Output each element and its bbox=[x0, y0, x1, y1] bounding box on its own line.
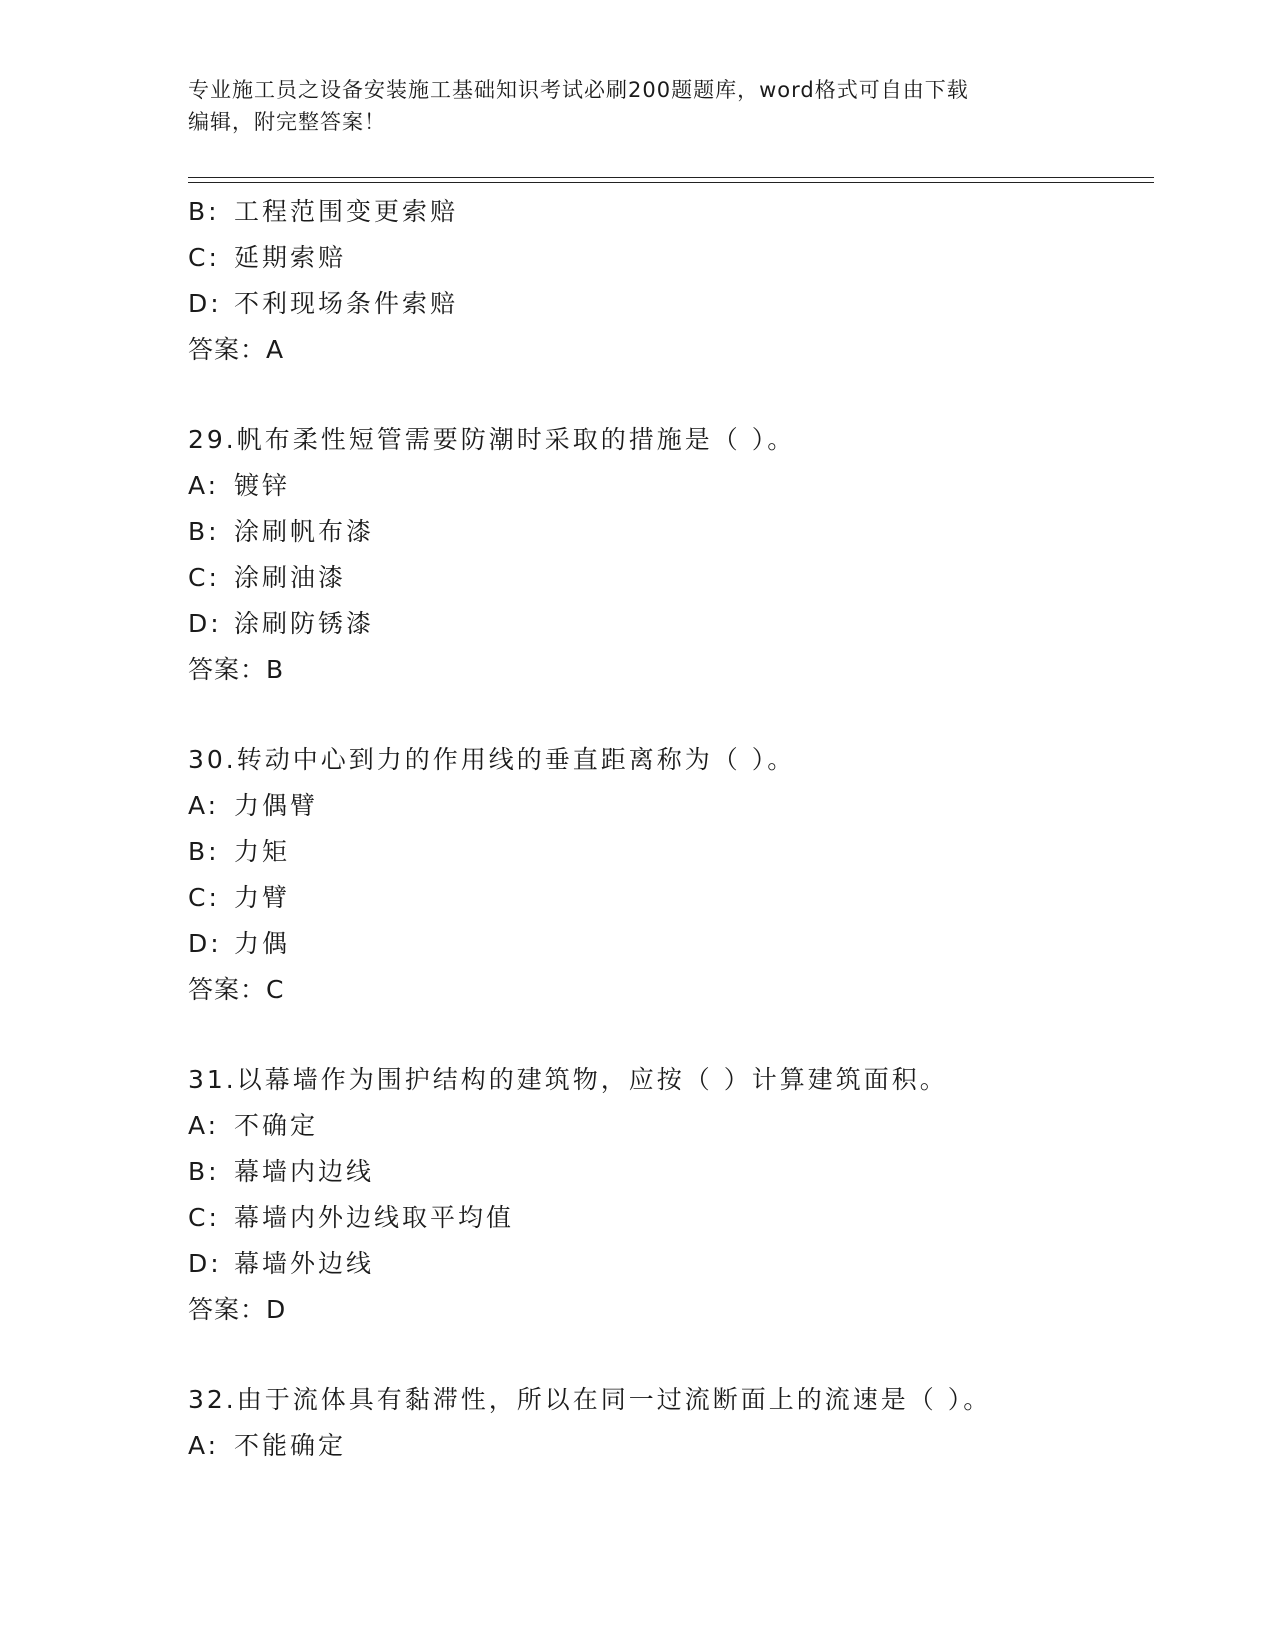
option-letter: A: bbox=[188, 1111, 220, 1140]
document-header bbox=[188, 74, 1068, 138]
option-text: 不确定 bbox=[234, 1111, 319, 1140]
option-text: 幕墙外边线 bbox=[234, 1249, 375, 1278]
question-list bbox=[188, 189, 1154, 1469]
option-letter: A: bbox=[188, 791, 220, 820]
question-stem: 31.以幕墙作为围护结构的建筑物，应按（ ）计算建筑面积。 bbox=[188, 1065, 948, 1094]
question-32 bbox=[188, 1377, 1154, 1469]
option-letter: B: bbox=[188, 1157, 220, 1186]
option-letter: B: bbox=[188, 837, 220, 866]
option-text: 力矩 bbox=[234, 837, 291, 866]
question-30 bbox=[188, 737, 1154, 1013]
option-d bbox=[188, 601, 1154, 647]
answer-line: 答案：A bbox=[188, 335, 285, 364]
option-c bbox=[188, 555, 1154, 601]
header-line-1: 专业施工员之设备安装施工基础知识考试必刷200题题库，word格式可自由下载 bbox=[188, 78, 969, 102]
option-c bbox=[188, 1195, 1154, 1241]
option-letter: C: bbox=[188, 563, 220, 592]
option-text: 幕墙内边线 bbox=[234, 1157, 375, 1186]
option-text: 工程范围变更索赔 bbox=[234, 197, 459, 226]
option-text: 镀锌 bbox=[234, 471, 291, 500]
option-letter: B: bbox=[188, 197, 220, 226]
question-31 bbox=[188, 1057, 1154, 1333]
answer-line: 答案：D bbox=[188, 1295, 287, 1324]
option-letter: D: bbox=[188, 929, 222, 958]
option-text: 不利现场条件索赔 bbox=[234, 289, 459, 318]
option-a bbox=[188, 1423, 1154, 1469]
option-d bbox=[188, 921, 1154, 967]
question-28-continued bbox=[188, 189, 1154, 373]
option-text: 幕墙内外边线取平均值 bbox=[234, 1203, 515, 1232]
option-letter: B: bbox=[188, 517, 220, 546]
option-b bbox=[188, 829, 1154, 875]
option-letter: A: bbox=[188, 1431, 220, 1460]
option-letter: D: bbox=[188, 289, 222, 318]
option-text: 力偶 bbox=[234, 929, 291, 958]
question-stem: 30.转动中心到力的作用线的垂直距离称为（ ）。 bbox=[188, 745, 796, 774]
option-d bbox=[188, 281, 1154, 327]
question-29 bbox=[188, 417, 1154, 693]
header-divider-bottom bbox=[188, 182, 1154, 183]
option-a bbox=[188, 783, 1154, 829]
option-letter: A: bbox=[188, 471, 220, 500]
answer-line: 答案：B bbox=[188, 655, 285, 684]
option-c bbox=[188, 235, 1154, 281]
option-a bbox=[188, 1103, 1154, 1149]
option-letter: D: bbox=[188, 609, 222, 638]
option-text: 力臂 bbox=[234, 883, 291, 912]
question-stem: 32.由于流体具有黏滞性，所以在同一过流断面上的流速是（ ）。 bbox=[188, 1385, 992, 1414]
option-c bbox=[188, 875, 1154, 921]
option-text: 涂刷油漆 bbox=[234, 563, 347, 592]
option-letter: C: bbox=[188, 883, 220, 912]
header-divider-top bbox=[188, 177, 1154, 178]
option-text: 不能确定 bbox=[234, 1431, 347, 1460]
question-stem: 29.帆布柔性短管需要防潮时采取的措施是（ ）。 bbox=[188, 425, 796, 454]
header-line-2: 编辑，附完整答案！ bbox=[188, 110, 386, 134]
option-b bbox=[188, 509, 1154, 555]
option-a bbox=[188, 463, 1154, 509]
option-b bbox=[188, 189, 1154, 235]
option-letter: D: bbox=[188, 1249, 222, 1278]
option-b bbox=[188, 1149, 1154, 1195]
option-text: 延期索赔 bbox=[234, 243, 347, 272]
option-letter: C: bbox=[188, 1203, 220, 1232]
option-d bbox=[188, 1241, 1154, 1287]
option-text: 力偶臂 bbox=[234, 791, 319, 820]
answer-line: 答案：C bbox=[188, 975, 285, 1004]
option-text: 涂刷防锈漆 bbox=[234, 609, 375, 638]
option-letter: C: bbox=[188, 243, 220, 272]
option-text: 涂刷帆布漆 bbox=[234, 517, 375, 546]
